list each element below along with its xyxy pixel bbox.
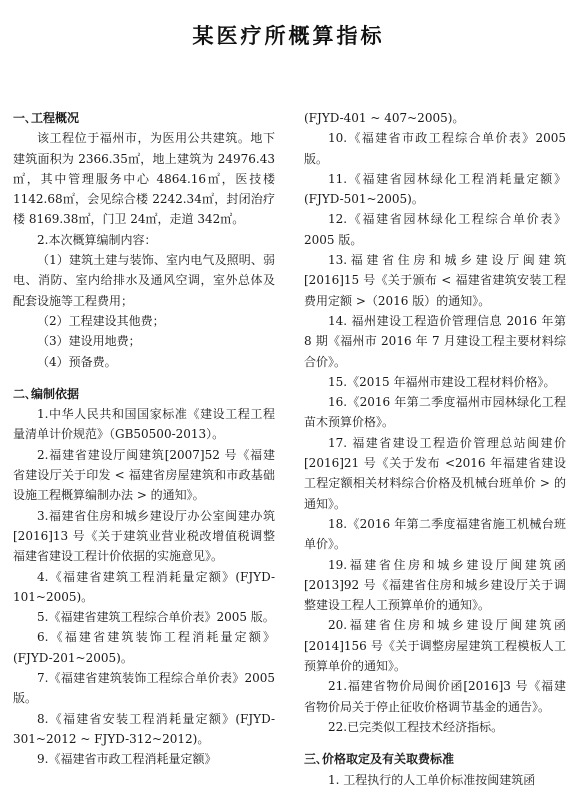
section-heading-basis: 二､编制依据	[13, 386, 80, 401]
left-column	[13, 108, 275, 770]
pricing-paragraph: 1. 工程执行的人工单价标准按闽建筑函	[328, 772, 536, 787]
basis-item: 17. 福建省建设工程造价管理总站闽建价[2016]21 号《关于发布 <2016 年福建省建设工程定额相关材料综合价格及机械台班单价 > 的通知》。	[304, 435, 566, 511]
overview-list-item: （4）预备费。	[37, 354, 117, 369]
basis-item: 20.福建省住房和城乡建设厅闽建筑函[2014]156 号《关于调整房屋建筑工程模板人工预算单价的通知》。	[304, 618, 566, 674]
basis-item: 16.《2016 年第二季度福州市园林绿化工程苗木预算价格》。	[304, 395, 566, 430]
basis-item: 11.《福建省园林绿化工程消耗量定额》(FJYD-501~2005)。	[304, 171, 566, 207]
basis-item: 8.《福建省安装工程消耗量定额》(FJYD-301~2012 ~ FJYD-312~2012)。	[13, 711, 275, 746]
basis-item: 4.《福建省建筑工程消耗量定额》(FJYD-101~2005)。	[13, 569, 275, 604]
right-column	[304, 108, 566, 790]
basis-item: 13.福建省住房和城乡建设厅闽建筑[2016]15 号《关于颁布 < 福建省建筑安装工程费用定额 >（2016 版）的通知》。	[304, 253, 566, 308]
basis-item: 19.福建省住房和城乡建设厅闽建筑函[2013]92 号《福建省住房和城乡建设厅关于调整建设工程人工预算单价的通知》。	[304, 557, 566, 613]
basis-item: 12.《福建省园林绿化工程综合单价表》2005 版。	[304, 212, 566, 247]
basis-item: 3.福建省住房和城乡建设厅办公室闽建办筑[2016]13 号《关于建筑业营业税改增值税调整福建省建设工程计价依据的实施意见》。	[13, 508, 275, 564]
section-heading-pricing: 三､价格取定及有关取费标准	[304, 752, 455, 767]
basis-item: 21.福建省物价局闽价函[2016]3 号《福建省物价局关于停止征收价格调节基金的通告》。	[304, 679, 566, 714]
overview-paragraph: 2.本次概算编制内容：	[37, 232, 157, 247]
overview-list-item: （2）工程建设其他费；	[37, 313, 165, 328]
basis-item: 1.中华人民共和国国家标准《建设工程工程量清单计价规范》（GB50500-2013）。	[13, 407, 275, 442]
basis-item: 22.已完类似工程技术经济指标。	[328, 719, 504, 734]
section-spacer	[304, 737, 566, 749]
basis-item: 6.《福建省建筑装饰工程消耗量定额》(FJYD-201~2005)。	[13, 630, 275, 665]
overview-paragraph: 该工程位于福州市，为医用公共建筑。地下建筑面积为 2366.35㎡，地上建筑为 24976.43㎡，其中管理服务中心 4864.16㎡，医技楼 1142.68㎡，会见综合楼 2242.34㎡，封闭治疗楼 8169.38㎡，门卫 24㎡，走道 342㎡。	[13, 131, 275, 227]
basis-item: 2.福建省建设厅闽建筑[2007]52 号《福建省建设厅关于印发 < 福建省房屋建筑和市政基础设施工程概算编制办法 > 的通知》。	[13, 447, 275, 503]
section-heading-overview: 一､工程概况	[13, 111, 80, 125]
basis-item: 7.《福建省建筑装饰工程综合单价表》2005 版。	[13, 671, 275, 706]
overview-list-item: （1）建筑土建与装饰、室内电气及照明、弱电、消防、室内给排水及通风空调，室外总体及配套设施等工程费用；	[13, 253, 275, 308]
page-title: 某医疗所概算指标	[192, 24, 385, 48]
basis-item: 5.《福建省建筑工程综合单价表》2005 版。	[37, 610, 275, 625]
section-spacer	[13, 372, 275, 384]
basis-item: 10.《福建省市政工程综合单价表》2005 版。	[304, 131, 566, 166]
basis-item-continued: (FJYD-401 ~ 407~2005)。	[304, 111, 465, 125]
basis-item: 9.《福建省市政工程消耗量定额》	[37, 752, 217, 767]
basis-item: 15.《2015 年福州市建设工程材料价格》。	[328, 374, 556, 389]
overview-list-item: （3）建设用地费；	[37, 334, 141, 349]
basis-item: 18.《2016 年第二季度福建省施工机械台班单价》。	[304, 516, 566, 552]
basis-item: 14. 福州建设工程造价管理信息 2016 年第 8 期《福州市 2016 年 7 月建设工程主要材料综合价》。	[304, 313, 566, 369]
